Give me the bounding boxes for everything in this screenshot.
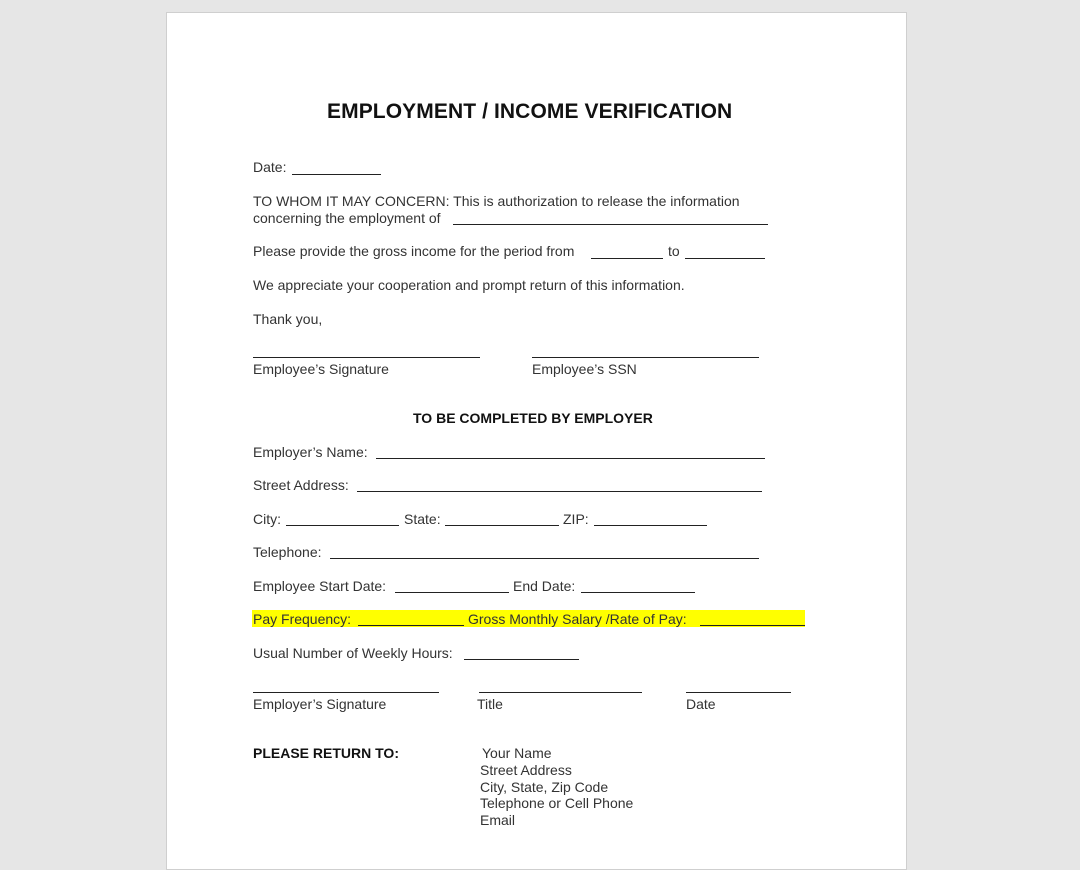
telephone-blank[interactable] (330, 558, 759, 559)
state-label: State: (404, 511, 441, 527)
weekly-hours-blank[interactable] (464, 659, 579, 660)
period-to-blank[interactable] (685, 258, 765, 259)
period-to-label: to (668, 243, 680, 259)
employer-name-blank[interactable] (376, 458, 765, 459)
end-date-blank[interactable] (581, 592, 695, 593)
return-name: Your Name (482, 745, 552, 761)
start-date-blank[interactable] (395, 592, 509, 593)
city-label: City: (253, 511, 281, 527)
employer-signature-line[interactable] (253, 692, 439, 693)
date-label: Date: (253, 159, 287, 175)
employer-name-label: Employer’s Name: (253, 444, 368, 460)
employee-signature-label: Employee’s Signature (253, 361, 389, 377)
start-date-label: Employee Start Date: (253, 578, 387, 594)
gross-salary-label: Gross Monthly Salary /Rate of Pay: (468, 611, 687, 627)
gross-salary-blank[interactable] (700, 625, 805, 626)
state-blank[interactable] (445, 525, 559, 526)
employer-signature-label: Employer’s Signature (253, 696, 387, 712)
employer-date-line[interactable] (686, 692, 791, 693)
employee-name-blank[interactable] (453, 224, 768, 225)
weekly-hours-label: Usual Number of Weekly Hours: (253, 645, 453, 661)
appreciation-text: We appreciate your cooperation and prompt return of this information. (253, 277, 685, 293)
document-page (166, 12, 907, 870)
thank-you-text: Thank you, (253, 311, 323, 327)
zip-label: ZIP: (563, 511, 589, 527)
city-blank[interactable] (286, 525, 399, 526)
street-address-blank[interactable] (357, 491, 762, 492)
pay-frequency-label: Pay Frequency: (253, 611, 352, 627)
pay-frequency-blank[interactable] (358, 625, 464, 626)
employer-date-label: Date (686, 696, 716, 712)
return-email: Email (480, 812, 516, 828)
employee-ssn-line[interactable] (532, 357, 759, 358)
end-date-label: End Date: (513, 578, 576, 594)
telephone-label: Telephone: (253, 544, 322, 560)
employee-signature-line[interactable] (253, 357, 480, 358)
date-blank[interactable] (292, 174, 381, 175)
employer-section-title: TO BE COMPLETED BY EMPLOYER (413, 410, 653, 426)
street-address-label: Street Address: (253, 477, 349, 493)
concern-line-2: concerning the employment of (253, 210, 441, 226)
form-title: EMPLOYMENT / INCOME VERIFICATION (327, 100, 733, 123)
period-from-blank[interactable] (591, 258, 663, 259)
return-to-label: PLEASE RETURN TO: (253, 745, 399, 761)
employer-title-label: Title (477, 696, 503, 712)
zip-blank[interactable] (594, 525, 707, 526)
period-label: Please provide the gross income for the period from (253, 243, 575, 259)
return-street: Street Address (480, 762, 572, 778)
return-city-state-zip: City, State, Zip Code (480, 779, 609, 795)
employer-title-line[interactable] (479, 692, 642, 693)
concern-line-1: TO WHOM IT MAY CONCERN: This is authorization to release the information (253, 193, 740, 209)
return-phone: Telephone or Cell Phone (480, 795, 634, 811)
employee-ssn-label: Employee’s SSN (532, 361, 637, 377)
